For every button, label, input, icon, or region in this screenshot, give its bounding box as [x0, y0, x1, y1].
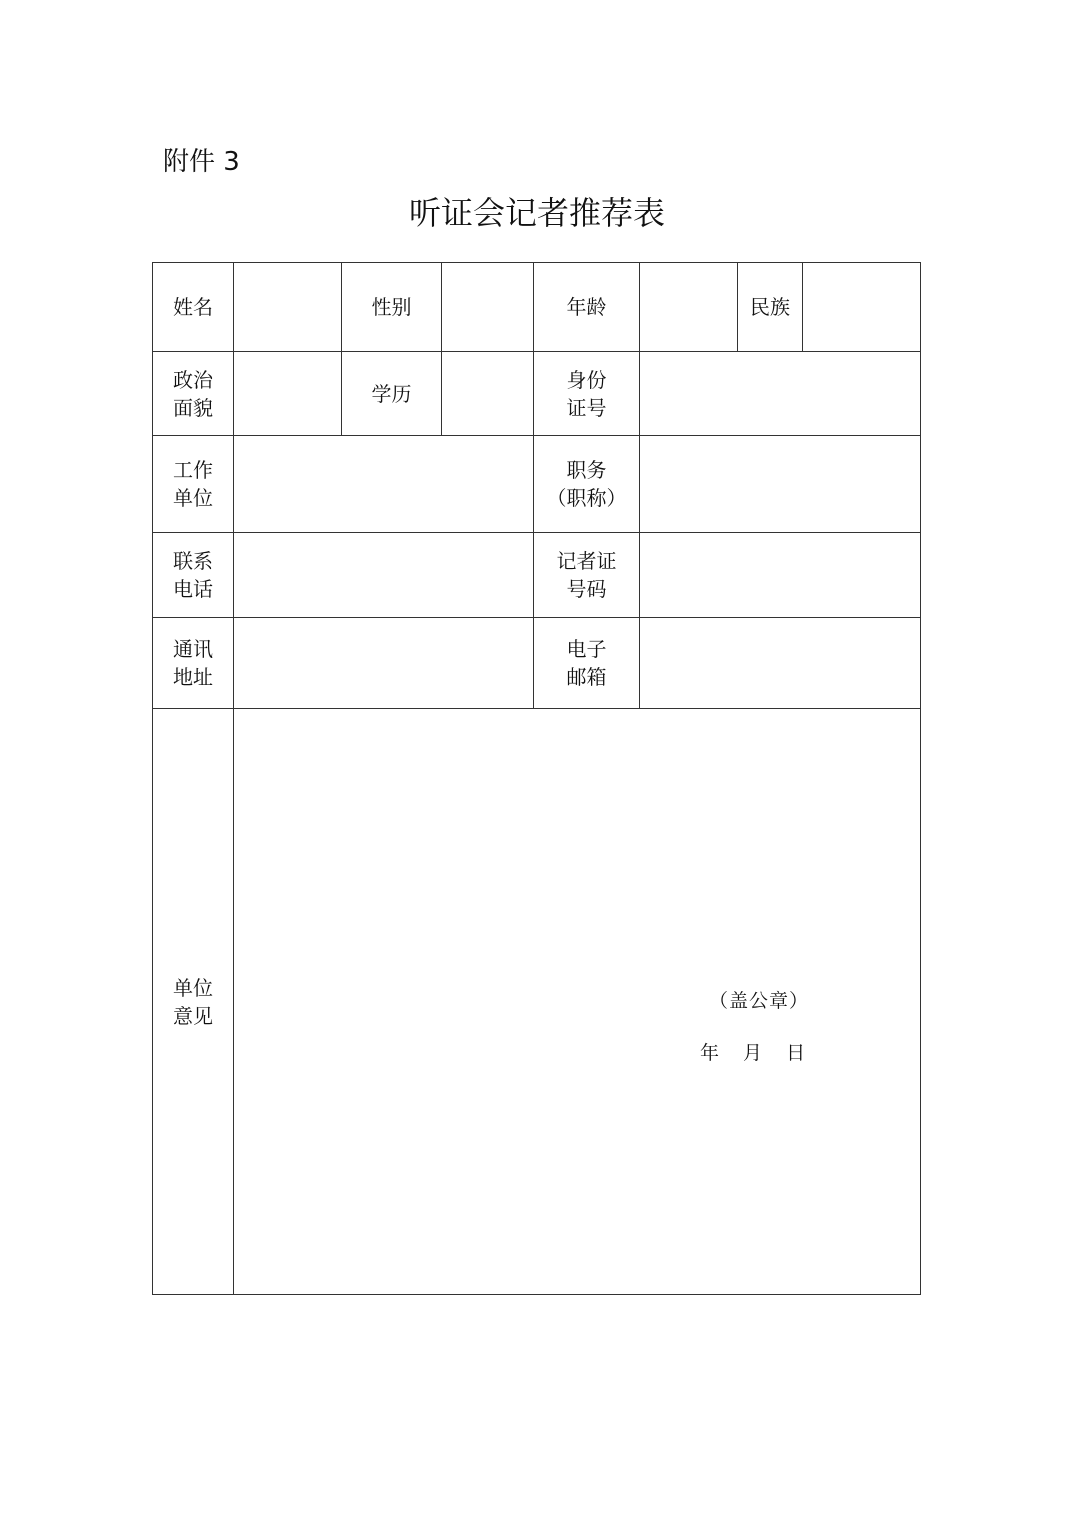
name-field[interactable]	[234, 263, 342, 352]
id-number-field[interactable]	[640, 352, 921, 436]
gender-label: 性别	[342, 263, 442, 352]
id-number-label: 身份 证号	[534, 352, 640, 436]
education-label: 学历	[342, 352, 442, 436]
press-card-label: 记者证 号码	[534, 533, 640, 618]
phone-label: 联系 电话	[153, 533, 234, 618]
position-field[interactable]	[640, 436, 921, 533]
education-field[interactable]	[442, 352, 534, 436]
name-label: 姓名	[153, 263, 234, 352]
unit-opinion-field[interactable]	[234, 709, 921, 1295]
address-label: 通讯 地址	[153, 618, 234, 709]
row-basic-info	[153, 263, 921, 352]
phone-field[interactable]	[234, 533, 534, 618]
ethnicity-label: 民族	[738, 263, 803, 352]
political-status-field[interactable]	[234, 352, 342, 436]
ethnicity-field[interactable]	[803, 263, 921, 352]
recommendation-form	[152, 262, 921, 1295]
row-employer	[153, 436, 921, 533]
press-card-field[interactable]	[640, 533, 921, 618]
row-address	[153, 618, 921, 709]
position-label: 职务 （职称）	[534, 436, 640, 533]
age-field[interactable]	[640, 263, 738, 352]
email-field[interactable]	[640, 618, 921, 709]
seal-note: （盖公章）	[709, 990, 810, 1012]
form-title: 听证会记者推荐表	[408, 194, 665, 232]
employer-field[interactable]	[234, 436, 534, 533]
row-contact	[153, 533, 921, 618]
gender-field[interactable]	[442, 263, 534, 352]
address-field[interactable]	[234, 618, 534, 709]
unit-opinion-label: 单位 意见	[153, 709, 234, 1295]
age-label: 年龄	[534, 263, 640, 352]
political-status-label: 政治 面貌	[153, 352, 234, 436]
date-line: 年 月 日	[700, 1042, 806, 1064]
row-unit-opinion	[153, 709, 921, 1295]
attachment-label: 附件 3	[163, 147, 240, 177]
email-label: 电子 邮箱	[534, 618, 640, 709]
employer-label: 工作 单位	[153, 436, 234, 533]
row-political	[153, 352, 921, 436]
